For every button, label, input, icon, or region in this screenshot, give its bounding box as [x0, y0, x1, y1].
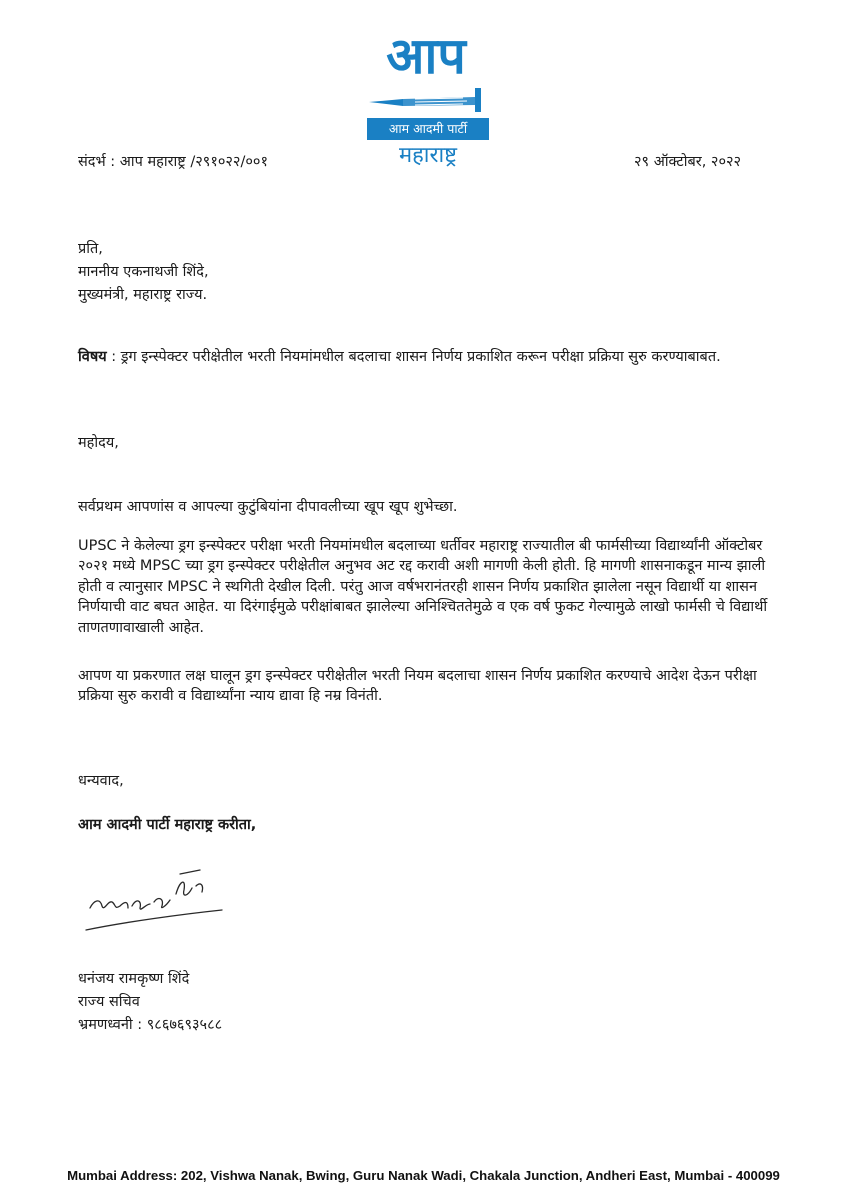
subject-text: : ड्रग इन्स्पेक्टर परीक्षेतील भरती नियमांमधील बदलाचा शासन निर्णय प्रकाशित करून परीक्षा प्रक्रिया सुरु करण्याबाबत. — [106, 349, 721, 365]
to-line-2: माननीय एकनाथजी शिंदे, — [78, 264, 209, 280]
body-paragraph-2: आपण या प्रकरणात लक्ष घालून ड्रग इन्स्पेक्टर परीक्षेतील भरती नियम बदलाचा शासन निर्णय प्रकाशित करण्याचे आदेश देऊन परीक्षा प्रक्रिया सुरु करावी व विद्यार्थ्यांना न्याय द्यावा हि नम्र विनंती. — [78, 668, 757, 705]
signer-phone: भ्रमणध्वनी : ९८६७६९३५८८ — [78, 1017, 223, 1033]
logo-band: आम आदमी पार्टी — [367, 118, 489, 140]
handwritten-signature — [84, 850, 234, 940]
on-behalf-line: आम आदमी पार्टी महाराष्ट्र करीता, — [78, 817, 257, 833]
footer-address: Mumbai Address: 202, Vishwa Nanak, Bwing, Guru Nanak Wadi, Chakala Junction, Andheri East, Mumbai - 400099 — [67, 1168, 780, 1183]
broom-icon — [363, 88, 493, 112]
to-line-3: मुख्यमंत्री, महाराष्ट्र राज्य. — [78, 287, 208, 303]
letter-date: २९ ऑक्टोबर, २०२२ — [634, 154, 742, 170]
logo-state: महाराष्ट्र — [398, 143, 458, 168]
logo-word: आप — [386, 27, 466, 85]
salutation: महोदय, — [78, 435, 119, 451]
to-line-1: प्रति, — [78, 241, 103, 257]
signer-name: धनंजय रामकृष्ण शिंदे — [78, 971, 190, 987]
signer-title: राज्य सचिव — [78, 994, 140, 1010]
greeting: सर्वप्रथम आपणांस व आपल्या कुटुंबियांना दीपावलीच्या खूप खूप शुभेच्छा. — [78, 499, 458, 515]
subject-line — [78, 347, 768, 367]
thanks: धन्यवाद, — [78, 773, 124, 789]
body-paragraph-1: UPSC ने केलेल्या ड्रग इन्स्पेक्टर परीक्षा भरती नियमांमधील बदलाच्या धर्तीवर महाराष्ट्र राज्यातील बी फार्मसीच्या विद्यार्थ्यांनी ऑक्टोबर २०२१ मध्ये MPSC च्या ड्रग इन्स्पेक्टर परीक्षेतील अनुभव अट रद्द करावी अशी मागणी केली होती. हि मागणी शासनाकडून मान्य झाली होती व त्यानुसार MPSC ने स्थगिती देखील दिली. परंतु आज वर्षभरानंतरही शासन निर्णय प्रकाशित झालेला नसून विद्यार्थी या शासन निर्णयाची वाट बघत आहेत. या दिरंगाईमुळे परीक्षांबाबत झालेल्या अनिश्चिततेमुळे व एक वर्ष फुकट गेल्यामुळे लाखो फार्मसी चे विद्यार्थी ताणतणावाखाली आहेत. — [78, 538, 768, 636]
party-logo — [363, 27, 493, 168]
reference-number: संदर्भ : आप महाराष्ट्र /२९१०२२/००१ — [78, 154, 268, 170]
subject-label: विषय — [78, 349, 107, 365]
